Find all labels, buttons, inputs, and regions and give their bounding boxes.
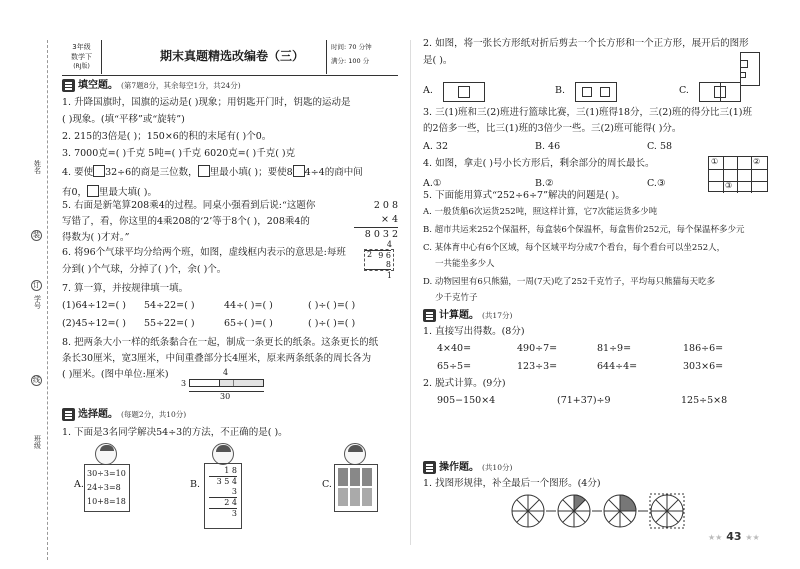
header-rule <box>62 75 398 76</box>
list-icon <box>62 408 75 421</box>
grade: 3年级 <box>72 43 91 51</box>
binding-cut-3: 线 <box>33 376 40 384</box>
option-b-label: B. <box>190 479 201 490</box>
question-1-8: 8. 把两条大小一样的纸条黏合在一起，制成一条更长的纸条。这条更长的纸 条长30厘米，宽3厘米，中间重叠部分长4厘米，原来两条纸条的周长各为 ( )厘米。(图中单位:厘米) <box>62 337 379 380</box>
blank-box <box>293 165 305 177</box>
blank-box <box>93 165 105 177</box>
question-1-3: 3. 7000克=( )千克 5吨=( )千克 6020克=( )千克( )克 <box>62 148 296 159</box>
child-head-icon <box>212 443 234 465</box>
list-icon <box>62 79 75 92</box>
question-1-2: 2. 215的3倍是( )；150×6的积的末尾有( )个0。 <box>62 131 272 142</box>
question-1-5: 5. 右面是新笔算208乘4的过程。同桌小强看到后说:“这题你 写错了，看，你这里的4乘208的‘2’等于8个( )，208乘4的 得数为( )才对。” <box>62 200 316 243</box>
header-time-box <box>326 40 398 74</box>
page-number: ★★ 43 ★★ <box>708 530 760 543</box>
question-1-4: 4. 要使 32÷6的商是三位数， 里最小填( )；要使8 4÷4的商中间 有0， 里最大填( )。 <box>62 167 363 198</box>
exam-time: 时间: 70 分钟 <box>331 43 372 51</box>
option-c-shape <box>699 82 741 102</box>
question-2-5-option-b: B. 超市共运来252个保温杯，每盒装6个保温杯，每盒售价252元，每个保温杯多少元 <box>423 225 745 235</box>
option-a-label: A. <box>74 479 84 490</box>
question-2-4-options: A.① B.② C.③ <box>423 178 666 189</box>
binding-id-label: 学号 <box>33 295 42 309</box>
header-grade-box <box>62 40 102 74</box>
option-a-shape <box>443 82 485 102</box>
section-title: 选择题。 <box>78 409 118 420</box>
calc-row-2: 65÷5= 123÷3= 644÷4= 303×6= <box>437 361 724 372</box>
section-note: (每题2分，共10分) <box>121 409 187 419</box>
blank-box <box>87 185 99 197</box>
exam-score: 满分: 100 分 <box>331 57 370 65</box>
list-icon <box>423 309 436 322</box>
section-title: 计算题。 <box>439 310 479 321</box>
grid-figure: ① ② ③ <box>708 156 768 192</box>
pattern-circle-1 <box>512 495 544 527</box>
section-note: (共17分) <box>482 310 513 320</box>
question-1-7-row2: (2)45÷12=( ) 55÷22=( ) 65÷( )=( ) ( )÷( )=( ) <box>62 318 356 329</box>
binding-name-label: 姓名 <box>33 160 42 174</box>
question-2-2: 2. 如图，将一张长方形纸对折后剪去一个长方形和一个正方形，展开后的图形 是( )。 <box>423 38 749 66</box>
vertical-division: 4 2 9 6 8 1 <box>364 240 394 280</box>
section-operation <box>423 461 512 475</box>
section-note: (共10分) <box>482 462 513 472</box>
question-1-6: 6. 将96个气球平均分给两个班，如图，虚线框内表示的意思是:每班 分到( )个气球，分掉了( )个，余( )个。 <box>62 247 346 275</box>
pattern-circle-3 <box>604 495 636 527</box>
question-1-7: 7. 算一算，并按规律填一填。 <box>62 283 189 294</box>
question-1-1: 1. 升降国旗时，国旗的运动是( )现象；用钥匙开门时，钥匙的运动是 ( )现象。(填“平移”或“旋转”) <box>62 97 351 125</box>
column-divider <box>410 40 411 545</box>
binding-dash-line <box>47 40 48 560</box>
calc-row-1: 4×40= 490÷7= 81÷9= 186÷6= <box>437 343 724 354</box>
section-title: 操作题。 <box>439 462 479 473</box>
folded-paper-figure <box>736 52 762 86</box>
list-icon <box>423 461 436 474</box>
question-2-3: 3. 三(1)班和三(2)班进行篮球比赛，三(1)班得18分，三(2)班的得分比三(1)班 的2倍多一些，比三(1)班的3倍少一些。三(2)班可能得( )分。 <box>423 107 752 134</box>
star-icon: ★★ <box>708 533 723 542</box>
subject: 数学下 <box>71 53 92 61</box>
option-c-figure <box>334 443 376 523</box>
section-choice <box>62 408 186 422</box>
section-calc <box>423 309 512 323</box>
question-2-3-options: A. 32 B. 46 C. 58 <box>423 141 673 152</box>
question-1-7-row1: (1)64÷12=( ) 54÷22=( ) 44÷( )=( ) ( )÷( )=( ) <box>62 300 356 311</box>
question-4-1: 1. 找图形规律，补全最后一个图形。(4分) <box>423 478 601 489</box>
page-title: 期末真题精选改编卷（三） <box>160 49 305 63</box>
option-b-shape <box>575 82 617 102</box>
pattern-figure <box>510 493 692 529</box>
question-2-4: 4. 如图，拿走( )号小长方形后，剩余部分的周长最长。 <box>423 158 655 169</box>
question-2-5: 5. 下面能用算式“252÷6÷7”解决的问题是( )。 <box>423 190 625 201</box>
question-2-5-option-d: D. 动物园里有6只熊猫，一周(7天)吃了252千克竹子，平均每只熊猫每天吃多 少千克竹子 <box>423 277 716 304</box>
section-title: 填空题。 <box>78 80 118 91</box>
star-icon: ★★ <box>745 533 760 542</box>
edition: (RJ版) <box>73 63 90 70</box>
question-2-2-options: A. B. C. <box>423 82 741 102</box>
option-c-label: C. <box>322 479 332 490</box>
option-b-figure: 1 8 3 5 4 3 2 4 3 <box>204 443 244 528</box>
blank-box <box>198 165 210 177</box>
option-a-figure: 30÷3=10 24÷3=8 10+8=18 <box>84 443 128 523</box>
paper-strip-figure: 4 3 30 <box>180 370 270 405</box>
question-2-5-option-c: C. 某体育中心有6个区域，每个区域平均分成7个看台，每个看台可以坐252人， 一共能坐多少人 <box>423 243 726 270</box>
vertical-multiplication: 2 0 8 × 4 8 0 3 2 <box>354 199 398 242</box>
pattern-circle-blank <box>650 494 684 528</box>
question-3-1: 1. 直接写出得数。(8分) <box>423 326 525 337</box>
calc-row-3: 905−150×4 (71+37)÷9 125÷5×8 <box>437 395 728 406</box>
child-head-icon <box>344 443 366 465</box>
counting-blocks <box>338 468 374 508</box>
question-2-1: 1. 下面是3名同学解决54÷3的方法，不正确的是( )。 <box>62 427 288 438</box>
question-3-2: 2. 脱式计算。(9分) <box>423 378 506 389</box>
pattern-circle-2 <box>558 495 590 527</box>
binding-cut-2: 订 <box>33 281 40 289</box>
binding-strip <box>30 40 54 560</box>
child-head-icon <box>95 443 117 465</box>
binding-class-label: 班级 <box>33 435 42 449</box>
section-note: (第7题8分，其余每空1分，共24分) <box>121 80 241 90</box>
binding-cut-1: 装 <box>33 231 40 239</box>
question-2-5-option-a: A. 一般货船6次运货252吨，照这样计算，它7次能运货多少吨 <box>423 207 658 217</box>
section-fill-in <box>62 79 241 93</box>
